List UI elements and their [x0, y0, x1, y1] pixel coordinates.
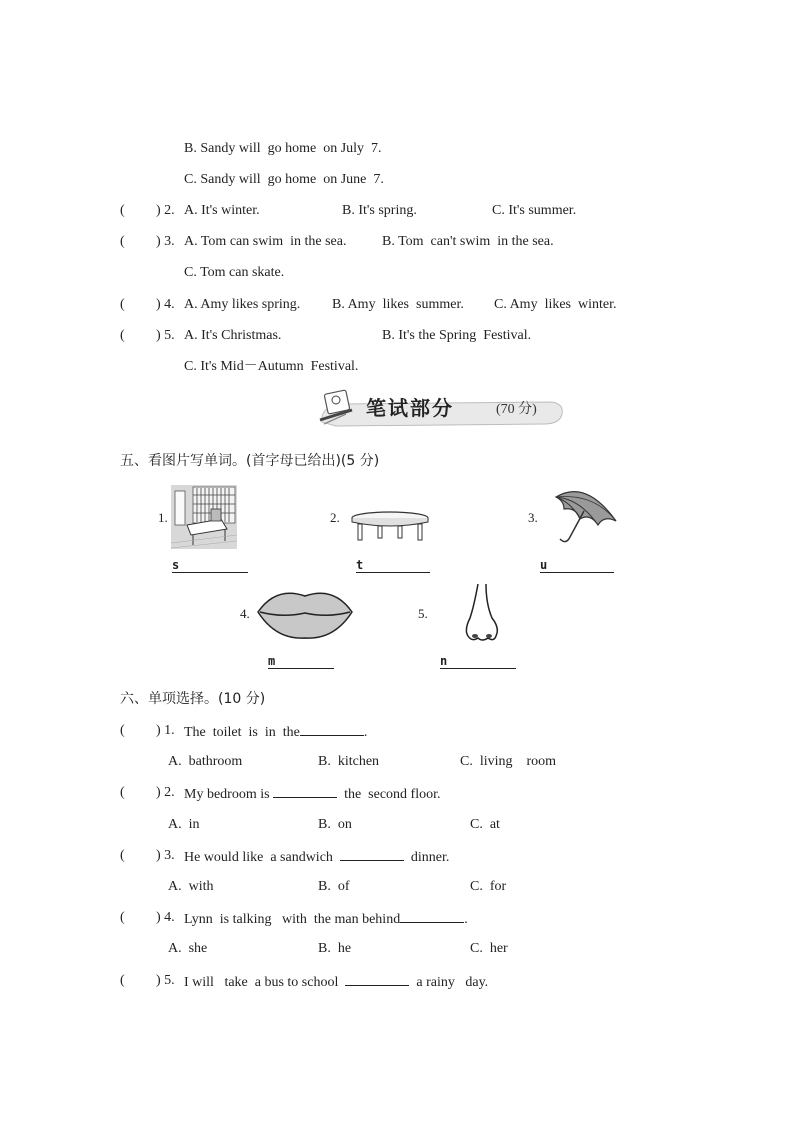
option-b: B. It's the Spring Festival. [382, 328, 532, 343]
option-c: C. It's summer. [492, 203, 577, 218]
question-number: ) 4. [156, 297, 175, 312]
answer-paren: ( [120, 723, 125, 738]
option-a: A. It's Christmas. [184, 328, 282, 343]
answer-paren: ( [120, 328, 125, 343]
option-b: B. Tom can't swim in the sea. [382, 234, 554, 249]
option-b: B. he [318, 941, 352, 956]
answer-paren: ( [120, 910, 125, 925]
fill-blank[interactable] [345, 972, 409, 986]
option-c: C. her [470, 941, 508, 956]
option-b: B. kitchen [318, 754, 380, 769]
item-number: 5. [418, 606, 428, 621]
question-number: ) 5. [156, 328, 175, 343]
item-number: 3. [528, 510, 538, 525]
question-number: ) 3. [156, 848, 175, 863]
option-a: A. It's winter. [184, 203, 260, 218]
answer-paren: ( [120, 785, 125, 800]
option-b: B. on [318, 817, 352, 832]
banner-score: (70 分) [496, 402, 537, 417]
study-room-icon [171, 485, 237, 549]
answer-paren: ( [120, 973, 125, 988]
question-stem: He would like a sandwich dinner. [184, 847, 449, 867]
section6-heading: 六、单项选择。(10 分) [120, 691, 266, 707]
item-number: 4. [240, 606, 250, 621]
option-b: B. It's spring. [342, 203, 417, 218]
fill-blank[interactable] [400, 909, 464, 923]
written-part-banner [312, 384, 564, 428]
fill-blank[interactable] [300, 722, 364, 736]
question-number: ) 5. [156, 973, 175, 988]
section5-heading: 五、看图片写单词。(首字母已给出)(5 分) [120, 453, 380, 469]
option-c: C. Tom can skate. [184, 265, 285, 280]
first-letter: u [540, 558, 548, 572]
option-a: A. Tom can swim in the sea. [184, 234, 347, 249]
question-number: ) 2. [156, 203, 175, 218]
question-number: ) 4. [156, 910, 175, 925]
answer-paren: ( [120, 297, 125, 312]
question-stem: Lynn is talking with the man behind . [184, 909, 468, 929]
fill-blank[interactable] [273, 784, 337, 798]
first-letter: s [172, 558, 180, 572]
answer-line[interactable] [440, 668, 516, 669]
mouth-icon [256, 586, 354, 642]
question-number: ) 1. [156, 723, 175, 738]
banner-title: 笔试部分 [366, 396, 454, 420]
first-letter: t [356, 558, 364, 572]
option-b: B. of [318, 879, 350, 894]
option-a: A. she [168, 941, 208, 956]
umbrella-icon [550, 485, 622, 547]
question-number: ) 2. [156, 785, 175, 800]
option-c: C. Amy likes winter. [494, 297, 617, 312]
option-a: A. bathroom [168, 754, 243, 769]
answer-paren: ( [120, 234, 125, 249]
table-icon [350, 510, 430, 542]
item-number: 1. [158, 510, 168, 525]
option-a: A. in [168, 817, 200, 832]
nose-icon [462, 582, 502, 644]
question-number: ) 3. [156, 234, 175, 249]
option-a: A. with [168, 879, 214, 894]
option-c: C. for [470, 879, 507, 894]
item-number: 2. [330, 510, 340, 525]
answer-paren: ( [120, 848, 125, 863]
question-stem: My bedroom is the second floor. [184, 784, 440, 804]
option-c: C. It's Mid－Autumn Festival. [184, 359, 359, 374]
first-letter: n [440, 654, 448, 668]
fill-blank[interactable] [340, 847, 404, 861]
option-a: A. Amy likes spring. [184, 297, 301, 312]
question-stem: I will take a bus to school a rainy day. [184, 972, 488, 992]
answer-line[interactable] [356, 572, 430, 573]
option-c: C. living room [460, 754, 557, 769]
answer-line[interactable] [268, 668, 334, 669]
answer-line[interactable] [540, 572, 614, 573]
q1-option-b: B. Sandy will go home on July 7. [184, 141, 382, 156]
first-letter: m [268, 654, 276, 668]
answer-line[interactable] [172, 572, 248, 573]
question-stem: The toilet is in the . [184, 722, 367, 742]
option-c: C. at [470, 817, 500, 832]
option-b: B. Amy likes summer. [332, 297, 464, 312]
answer-paren: ( [120, 203, 125, 218]
q1-option-c: C. Sandy will go home on June 7. [184, 172, 384, 187]
